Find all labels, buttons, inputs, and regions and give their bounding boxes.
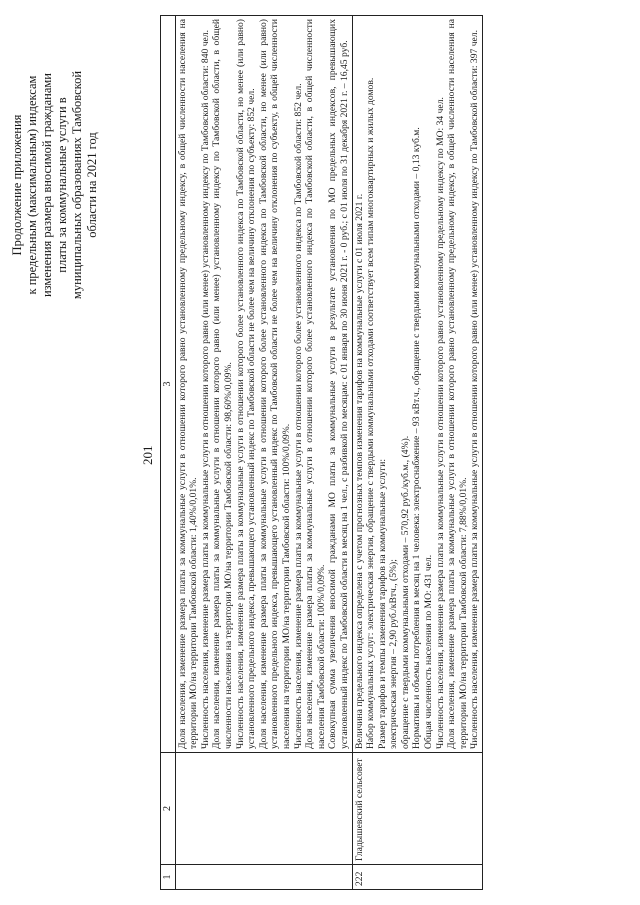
detail-paragraph: Набор коммунальных услуг: электрическая энергия, обращение с твердыми коммунальными отходами соответствует всем типам многоквартирных и жилых домов. [365, 77, 377, 749]
row-name-cell [175, 753, 352, 865]
detail-paragraph: Совокупная сумма увеличения вносимой гражданами МО платы за коммунальные услуги в результате установления по МО предельных индексов, превышающих установленный индекс по Тамбовской области в месяц на 1 чел., с разбивкой по месяцам: с 01 января по 30 июня 2021 г. - 0 руб.; с 01 июля по 31 декабря 2021 г. – 16,45 руб. [327, 19, 350, 749]
caption-line: области на 2021 год [85, 132, 99, 238]
indices-table [160, 15, 483, 890]
caption-line: к предельным (максимальным) индексам [25, 75, 39, 295]
caption-line: Продолжение приложения [10, 114, 24, 256]
detail-paragraph: Величина предельного индекса определена с учетом прогнозных темпов изменения тарифов на коммунальные услуги с 01 июля 2021 г. [353, 193, 365, 749]
column-header: 2 [161, 753, 176, 865]
table-header-row [161, 16, 176, 890]
row-name-cell: Гладышевский сельсовет [352, 753, 483, 865]
detail-paragraph: Численность населения, изменение размера платы за коммунальные услуги в отношении которого равно (или менее) установленному индексу по Тамбовской области: 397 чел. [469, 30, 481, 749]
column-header: 3 [161, 16, 176, 753]
detail-paragraph: электрическая энергия – 2,90 руб./кВтч., (5%); [388, 559, 400, 749]
caption-line: платы за коммунальные услуги в [55, 97, 69, 273]
detail-paragraph: Общая численность населения по МО: 431 чел. [423, 554, 435, 749]
detail-paragraph: Доля населения, изменение размера платы за коммунальные услуги в отношении которого более установленного индекса по Тамбовской области, но менее (или равно) установленного предельного индекса, превышающего установленный индекс по Тамбовской области не более чем на величину отклонения по субъекту, в общей численности населения на территории МО/на территории Тамбовской области: 100%/0,09%. [257, 19, 292, 749]
row-details-cell [175, 16, 352, 753]
table-row-continued [175, 16, 352, 890]
row-number-cell: 222 [352, 865, 483, 890]
detail-paragraph: Численность населения, изменение размера платы за коммунальные услуги в отношении которого равно (или менее) установленному индексу по Тамбовской области: 840 чел. [199, 30, 211, 749]
detail-paragraph: Доля населения, изменение размера платы за коммунальные услуги в отношении которого равно (или менее) установленному индексу по Тамбовской области, в общей численности населения на территории МО/на территории Тамбовской области: 98,60%/0,09%. [211, 19, 234, 749]
caption-line: муниципальных образованиях Тамбовской [70, 70, 84, 300]
table-row [352, 16, 483, 890]
detail-paragraph: Численность населения, изменение размера платы за коммунальные услуги в отношении которого равно установленному предельному индексу по МО: 34 чел. [434, 97, 446, 749]
detail-paragraph: Доля населения, изменение размера платы за коммунальные услуги в отношении которого более установленного индекса по Тамбовской области, в общей численности населения Тамбовской области: 100%/0,09%. [304, 19, 327, 749]
detail-paragraph: Размер тарифов и темпы изменения тарифов на коммунальные услуги: [376, 458, 388, 749]
page-number: 201 [140, 445, 155, 465]
appendix-caption [10, 20, 100, 350]
caption-line: изменения размера вносимой гражданами [40, 73, 54, 298]
detail-paragraph: Доля населения, изменение размера платы за коммунальные услуги в отношении которого равно установленному предельному индексу, в общей численности населения на территории МО/на территории Тамбовской области: 7,88%/0,01%. [446, 19, 469, 749]
row-number-cell [175, 865, 352, 890]
detail-paragraph: Численность населения, изменение размера платы за коммунальные услуги в отношении которого более установленного индекса по Тамбовской области, но менее (или равно) установленного предельного индекса, превышающего установленный индекс по Тамбовской области не более чем на величину отклонения по субъекту: 852 чел. [234, 19, 258, 749]
detail-paragraph: обращение с твердыми коммунальными отходами – 570,92 руб./куб.м., (4%). [399, 435, 411, 749]
row-details-cell [352, 16, 483, 753]
detail-paragraph: Нормативы и объемы потребления в месяц на 1 человека: электроснабжение – 93 кВт.ч., обращение с твердыми коммунальными отходами – 0,13 куб.м. [411, 127, 423, 749]
detail-paragraph: Доля населения, изменение размера платы за коммунальные услуги в отношении которого равно установленному предельному индексу, в общей численности населения на территории МО/на территории Тамбовской области: 1,40%/0,01%. [176, 19, 200, 749]
detail-paragraph: Численность населения, изменение размера платы за коммунальные услуги в отношении которого более установленного индекса по Тамбовской области: 852 чел. [292, 83, 304, 749]
column-header: 1 [161, 865, 176, 890]
